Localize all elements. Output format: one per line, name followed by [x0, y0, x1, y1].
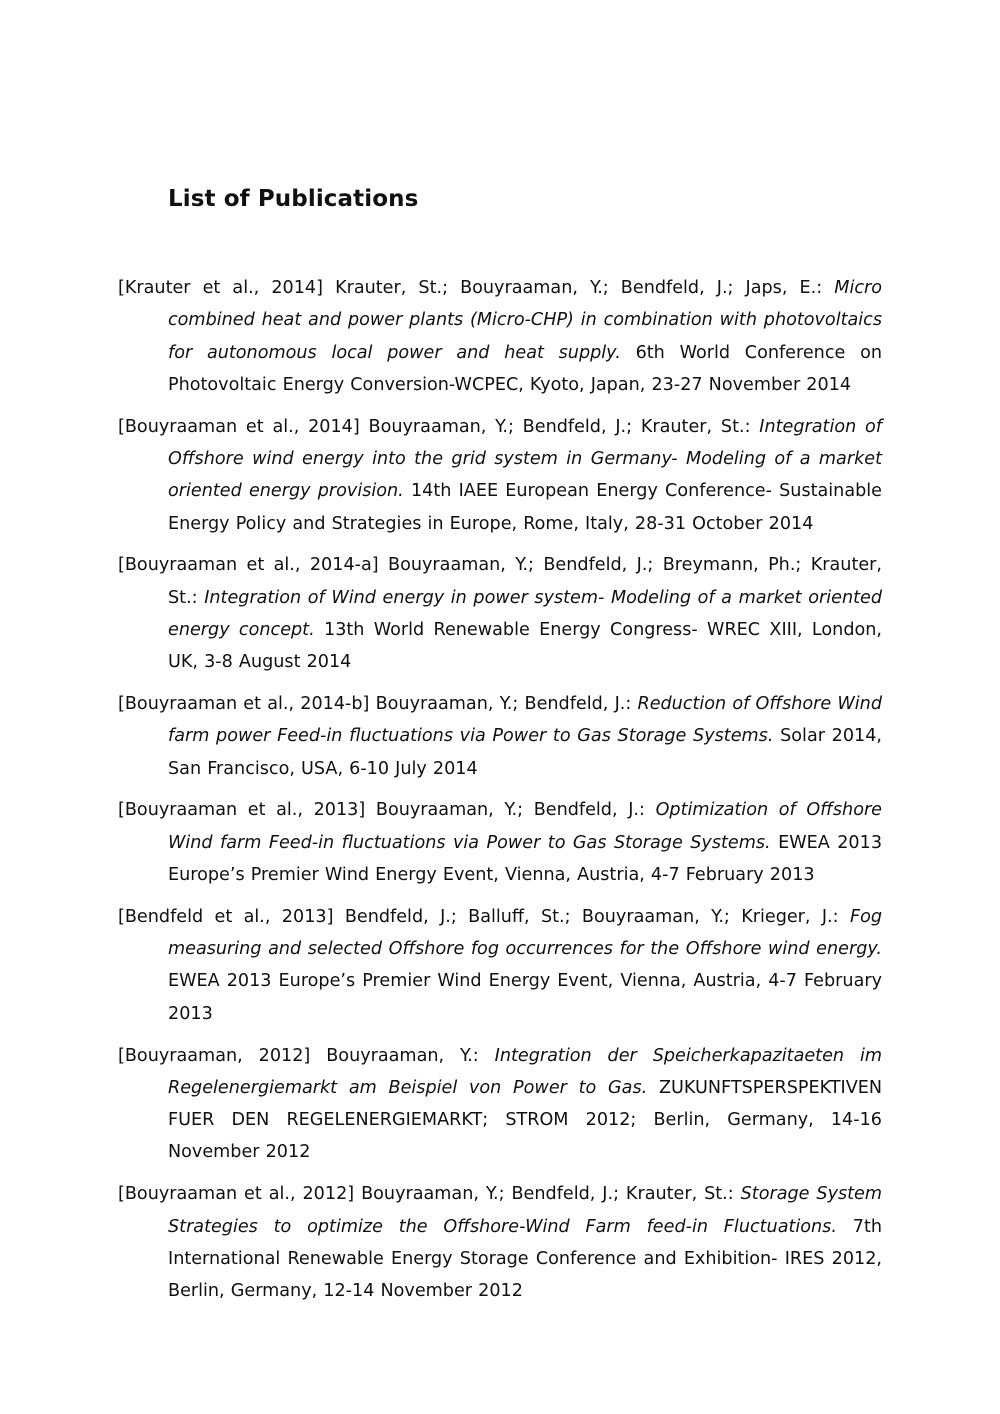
publication-authors: Bouyraaman, Y.; Bendfeld, J.: [375, 694, 632, 715]
publication-venue: 7th International Renewable Energy Storage Conference and Exhibition- IRES 2012, Berlin, Germany, 12-14 November 2012 [168, 1216, 882, 1302]
publication-venue: EWEA 2013 Europe’s Premier Wind Energy Event, Vienna, Austria, 4-7 February 2013 [168, 971, 882, 1024]
publication-entry [118, 549, 882, 678]
page-title: List of Publications [168, 186, 419, 212]
publication-title: Integration of Offshore wind energy into the grid system in Germany- Modeling of a market oriented energy provision. [168, 416, 882, 502]
publication-venue: 6th World Conference on Photovoltaic Energy Conversion-WCPEC, Kyoto, Japan, 23-27 November 2014 [168, 342, 882, 395]
citation-key: [Bendfeld et al., 2013] [118, 906, 334, 927]
publication-authors: Bouyraaman, Y.; Bendfeld, J.; Krauter, St.: [368, 416, 751, 437]
citation-key: [Bouyraaman, 2012] [118, 1045, 311, 1066]
publication-entry [118, 272, 882, 401]
citation-key: [Bouyraaman et al., 2014] [118, 416, 360, 437]
citation-key: [Bouyraaman et al., 2012] [118, 1184, 355, 1205]
citation-key: [Krauter et al., 2014] [118, 278, 323, 298]
publication-authors: Bouyraaman, Y.: [326, 1045, 479, 1066]
publication-list [118, 272, 882, 1317]
publication-entry [118, 901, 882, 1030]
publication-entry [118, 1040, 882, 1169]
publication-authors: Bouyraaman, Y.; Bendfeld, J.; Krauter, St.: [361, 1184, 734, 1205]
publication-entry [118, 688, 882, 785]
publication-title: Reduction of Offshore Wind farm power Feed-in fluctuations via Power to Gas Storage Systems. [168, 694, 882, 747]
publication-title: Storage System Strategies to optimize the Offshore-Wind Farm feed-in Fluctuations. [168, 1184, 883, 1237]
publication-venue: Solar 2014, San Francisco, USA, 6-10 July 2014 [168, 726, 883, 779]
publication-title: Integration der Speicherkapazitaeten im Regelenergiemarkt am Beispiel von Power to Gas. [168, 1045, 883, 1098]
publication-venue: ZUKUNFTSPERSPEKTIVEN FUER DEN REGELENERGIEMARKT; STROM 2012; Berlin, Germany, 14-16 November 2012 [168, 1077, 883, 1163]
publication-title: Micro combined heat and power plants (Micro-CHP) in combination with photovoltaics for autonomous local power and heat supply. [168, 278, 883, 363]
publication-authors: Bouyraaman, Y.; Bendfeld, J.: [375, 800, 645, 821]
citation-key: [Bouyraaman et al., 2014-b] [118, 694, 370, 715]
citation-key: [Bouyraaman et al., 2013] [118, 800, 366, 821]
publication-title: Fog measuring and selected Offshore fog occurrences for the Offshore wind energy. [168, 906, 883, 960]
publication-entry [118, 1178, 882, 1307]
publication-authors: Bendfeld, J.; Balluff, St.; Bouyraaman, Y.; Krieger, J.: [344, 906, 839, 927]
citation-key: [Bouyraaman et al., 2014-a] [118, 555, 379, 576]
publication-entry [118, 794, 882, 891]
publication-title: Integration of Wind energy in power system- Modeling of a market oriented energy concept. [168, 587, 883, 640]
publication-venue: 13th World Renewable Energy Congress- WREC XIII, London, UK, 3-8 August 2014 [168, 619, 883, 673]
publication-authors: Krauter, St.; Bouyraaman, Y.; Bendfeld, J.; Japs, E.: [335, 278, 823, 298]
publication-authors: Bouyraaman, Y.; Bendfeld, J.; Breymann, Ph.; Krauter, St.: [168, 555, 882, 608]
publication-venue: EWEA 2013 Europe’s Premier Wind Energy Event, Vienna, Austria, 4-7 February 2013 [168, 832, 883, 886]
publication-title: Optimization of Offshore Wind farm Feed-in fluctuations via Power to Gas Storage Systems. [168, 800, 883, 853]
publication-venue: 14th IAEE European Energy Conference- Sustainable Energy Policy and Strategies in Europe, Rome, Italy, 28-31 October 2014 [168, 481, 882, 534]
publication-entry [118, 411, 882, 540]
